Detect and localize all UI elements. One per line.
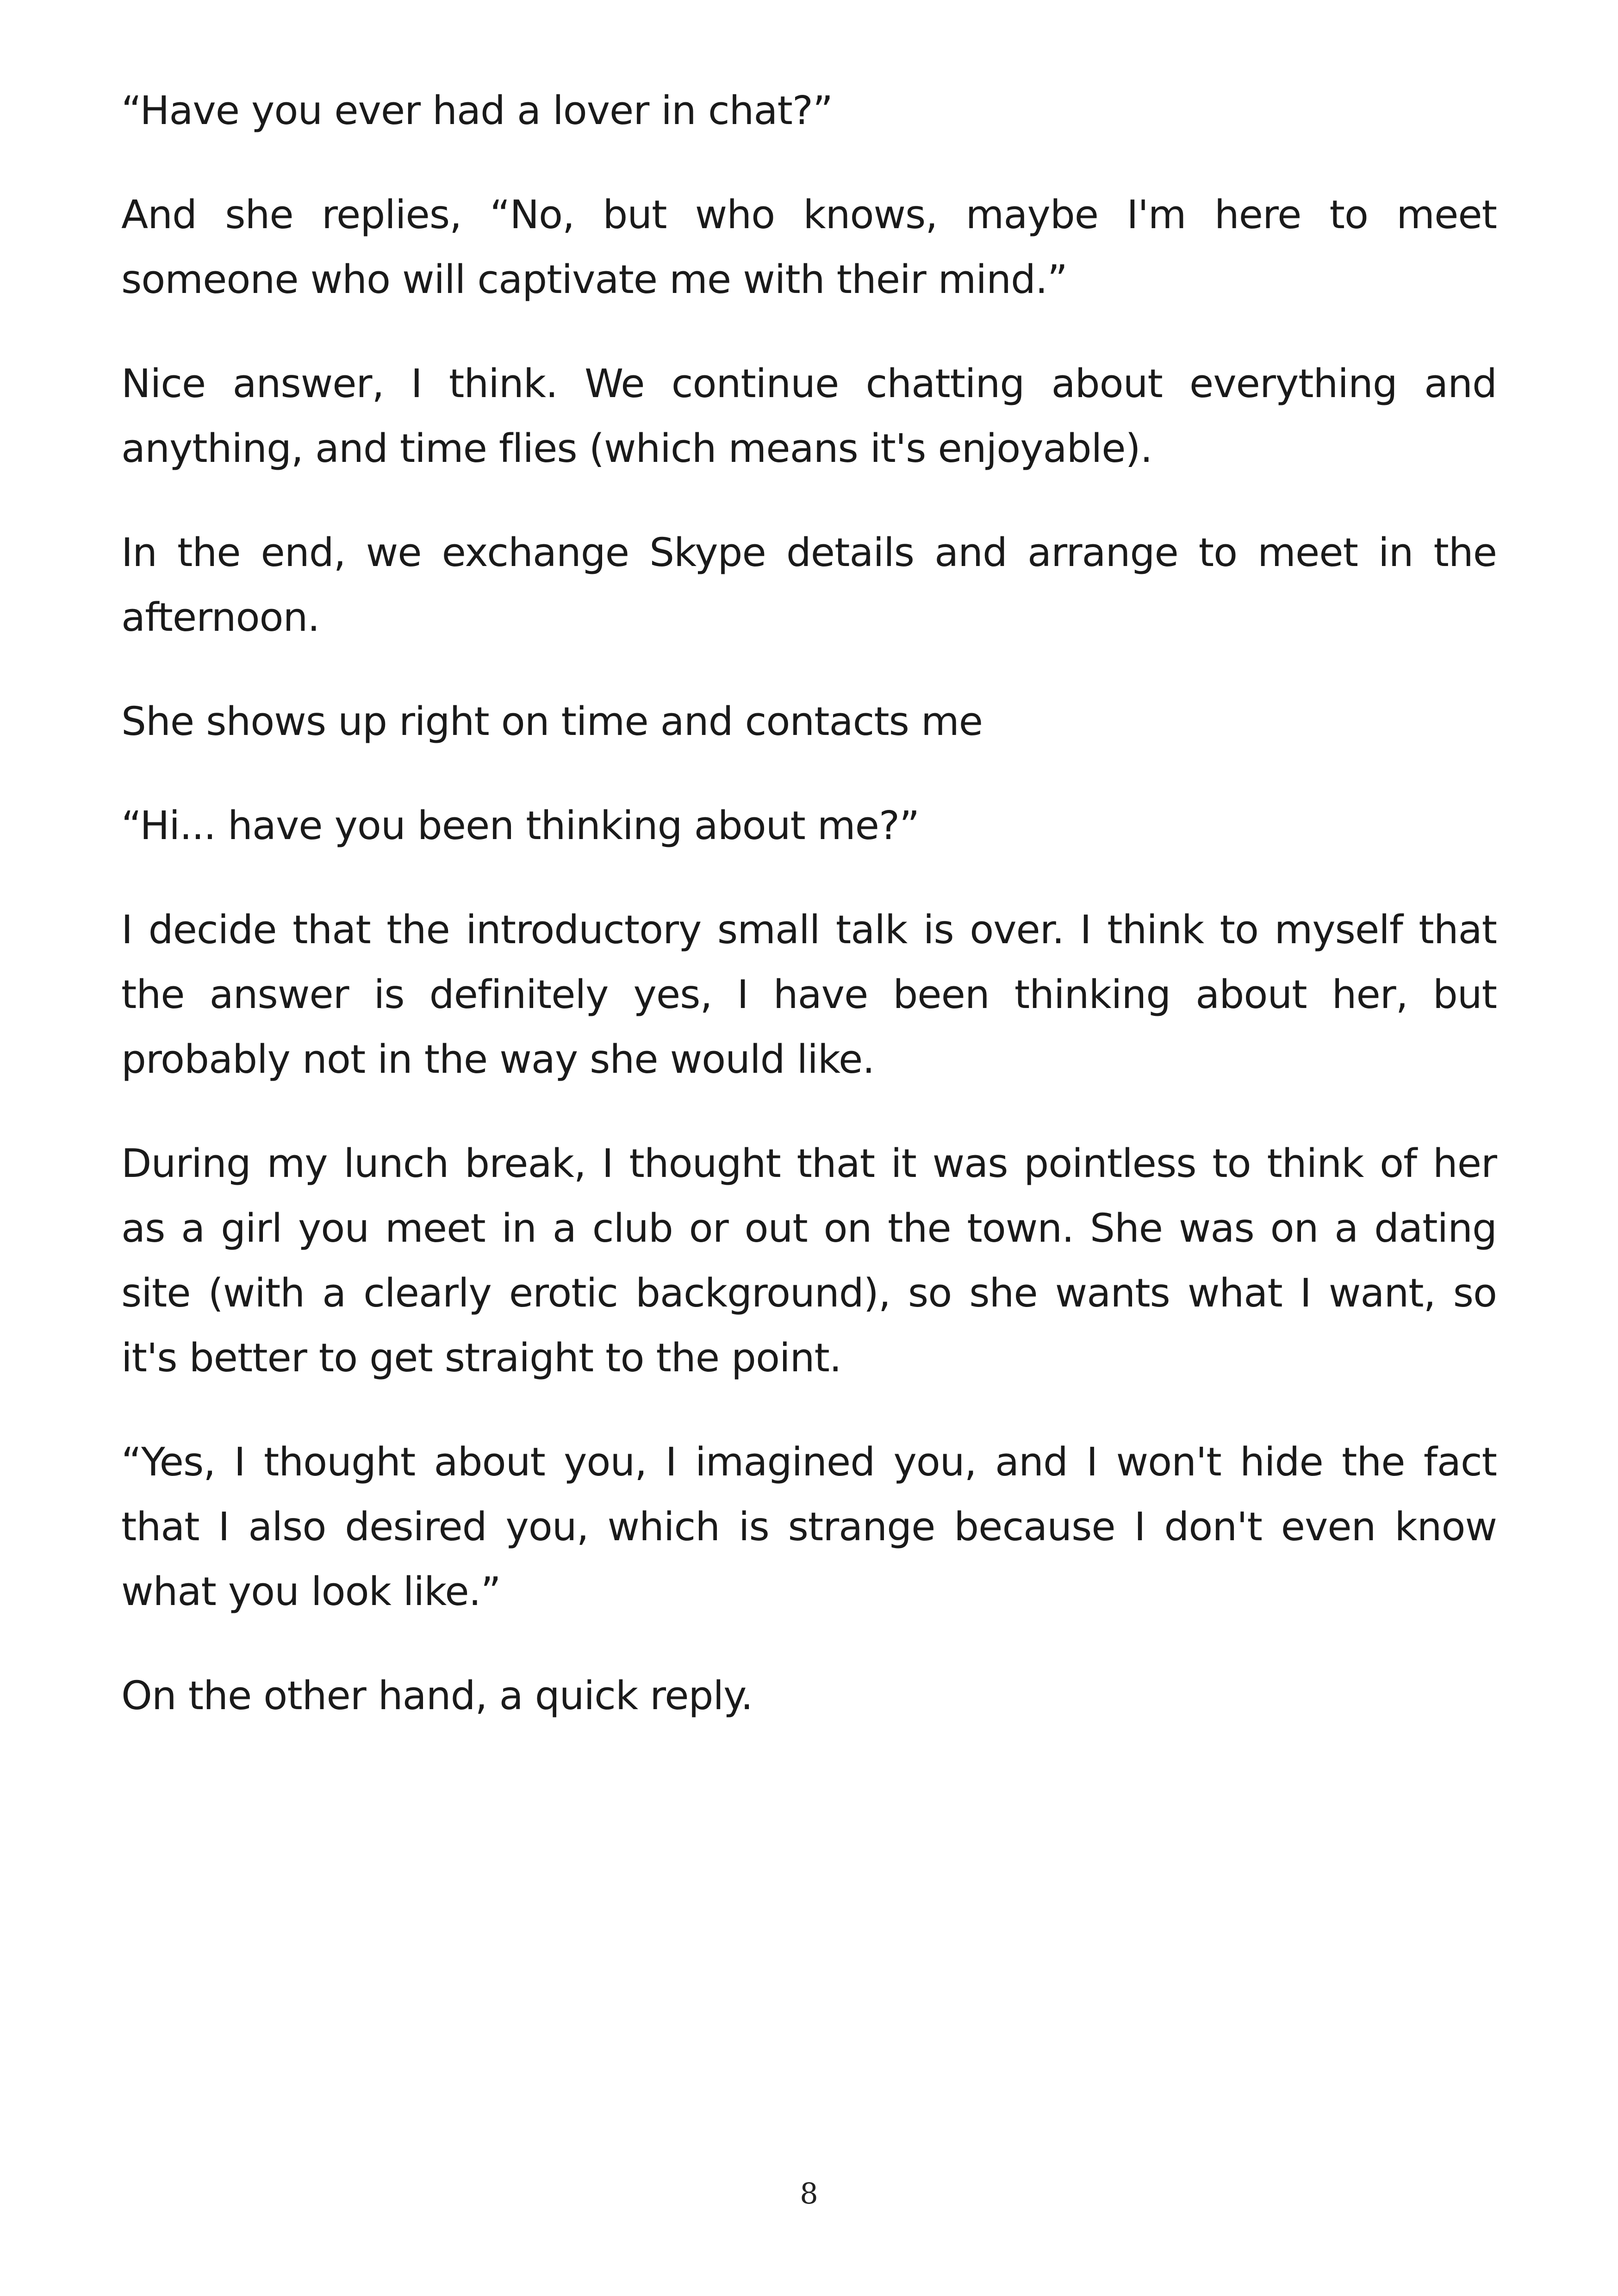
paragraph-2: And she replies, “No, but who knows, maybe I'm here to meet someone who will captivate me with their mind.” [121, 192, 1497, 303]
paragraph-4: In the end, we exchange Skype details and arrange to meet in the afternoon. [121, 530, 1497, 641]
page-number: 8 [800, 2177, 818, 2210]
paragraph-10: On the other hand, a quick reply. [121, 1673, 753, 1719]
paragraph-5: She shows up right on time and contacts me [121, 699, 983, 745]
paragraph-9: “Yes, I thought about you, I imagined you, and I won't hide the fact that I also desired you, which is strange because I don't even know what you look like.” [121, 1439, 1497, 1615]
paragraph-7: I decide that the introductory small talk is over. I think to myself that the answer is definitely yes, I have been thinking about her, but probably not in the way she would like. [121, 907, 1497, 1083]
body-text [121, 79, 1497, 1768]
paragraph-1: “Have you ever had a lover in chat?” [121, 88, 833, 134]
paragraph-8: During my lunch break, I thought that it was pointless to think of her as a girl you meet in a club or out on the town. She was on a dating site (with a clearly erotic background), so she wants what I want, so it's better to get straight to the point. [121, 1141, 1497, 1381]
paragraph-6: “Hi... have you been thinking about me?” [121, 803, 920, 849]
paragraph-3: Nice answer, I think. We continue chatting about everything and anything, and time flies (which means it's enjoyable). [121, 361, 1497, 472]
